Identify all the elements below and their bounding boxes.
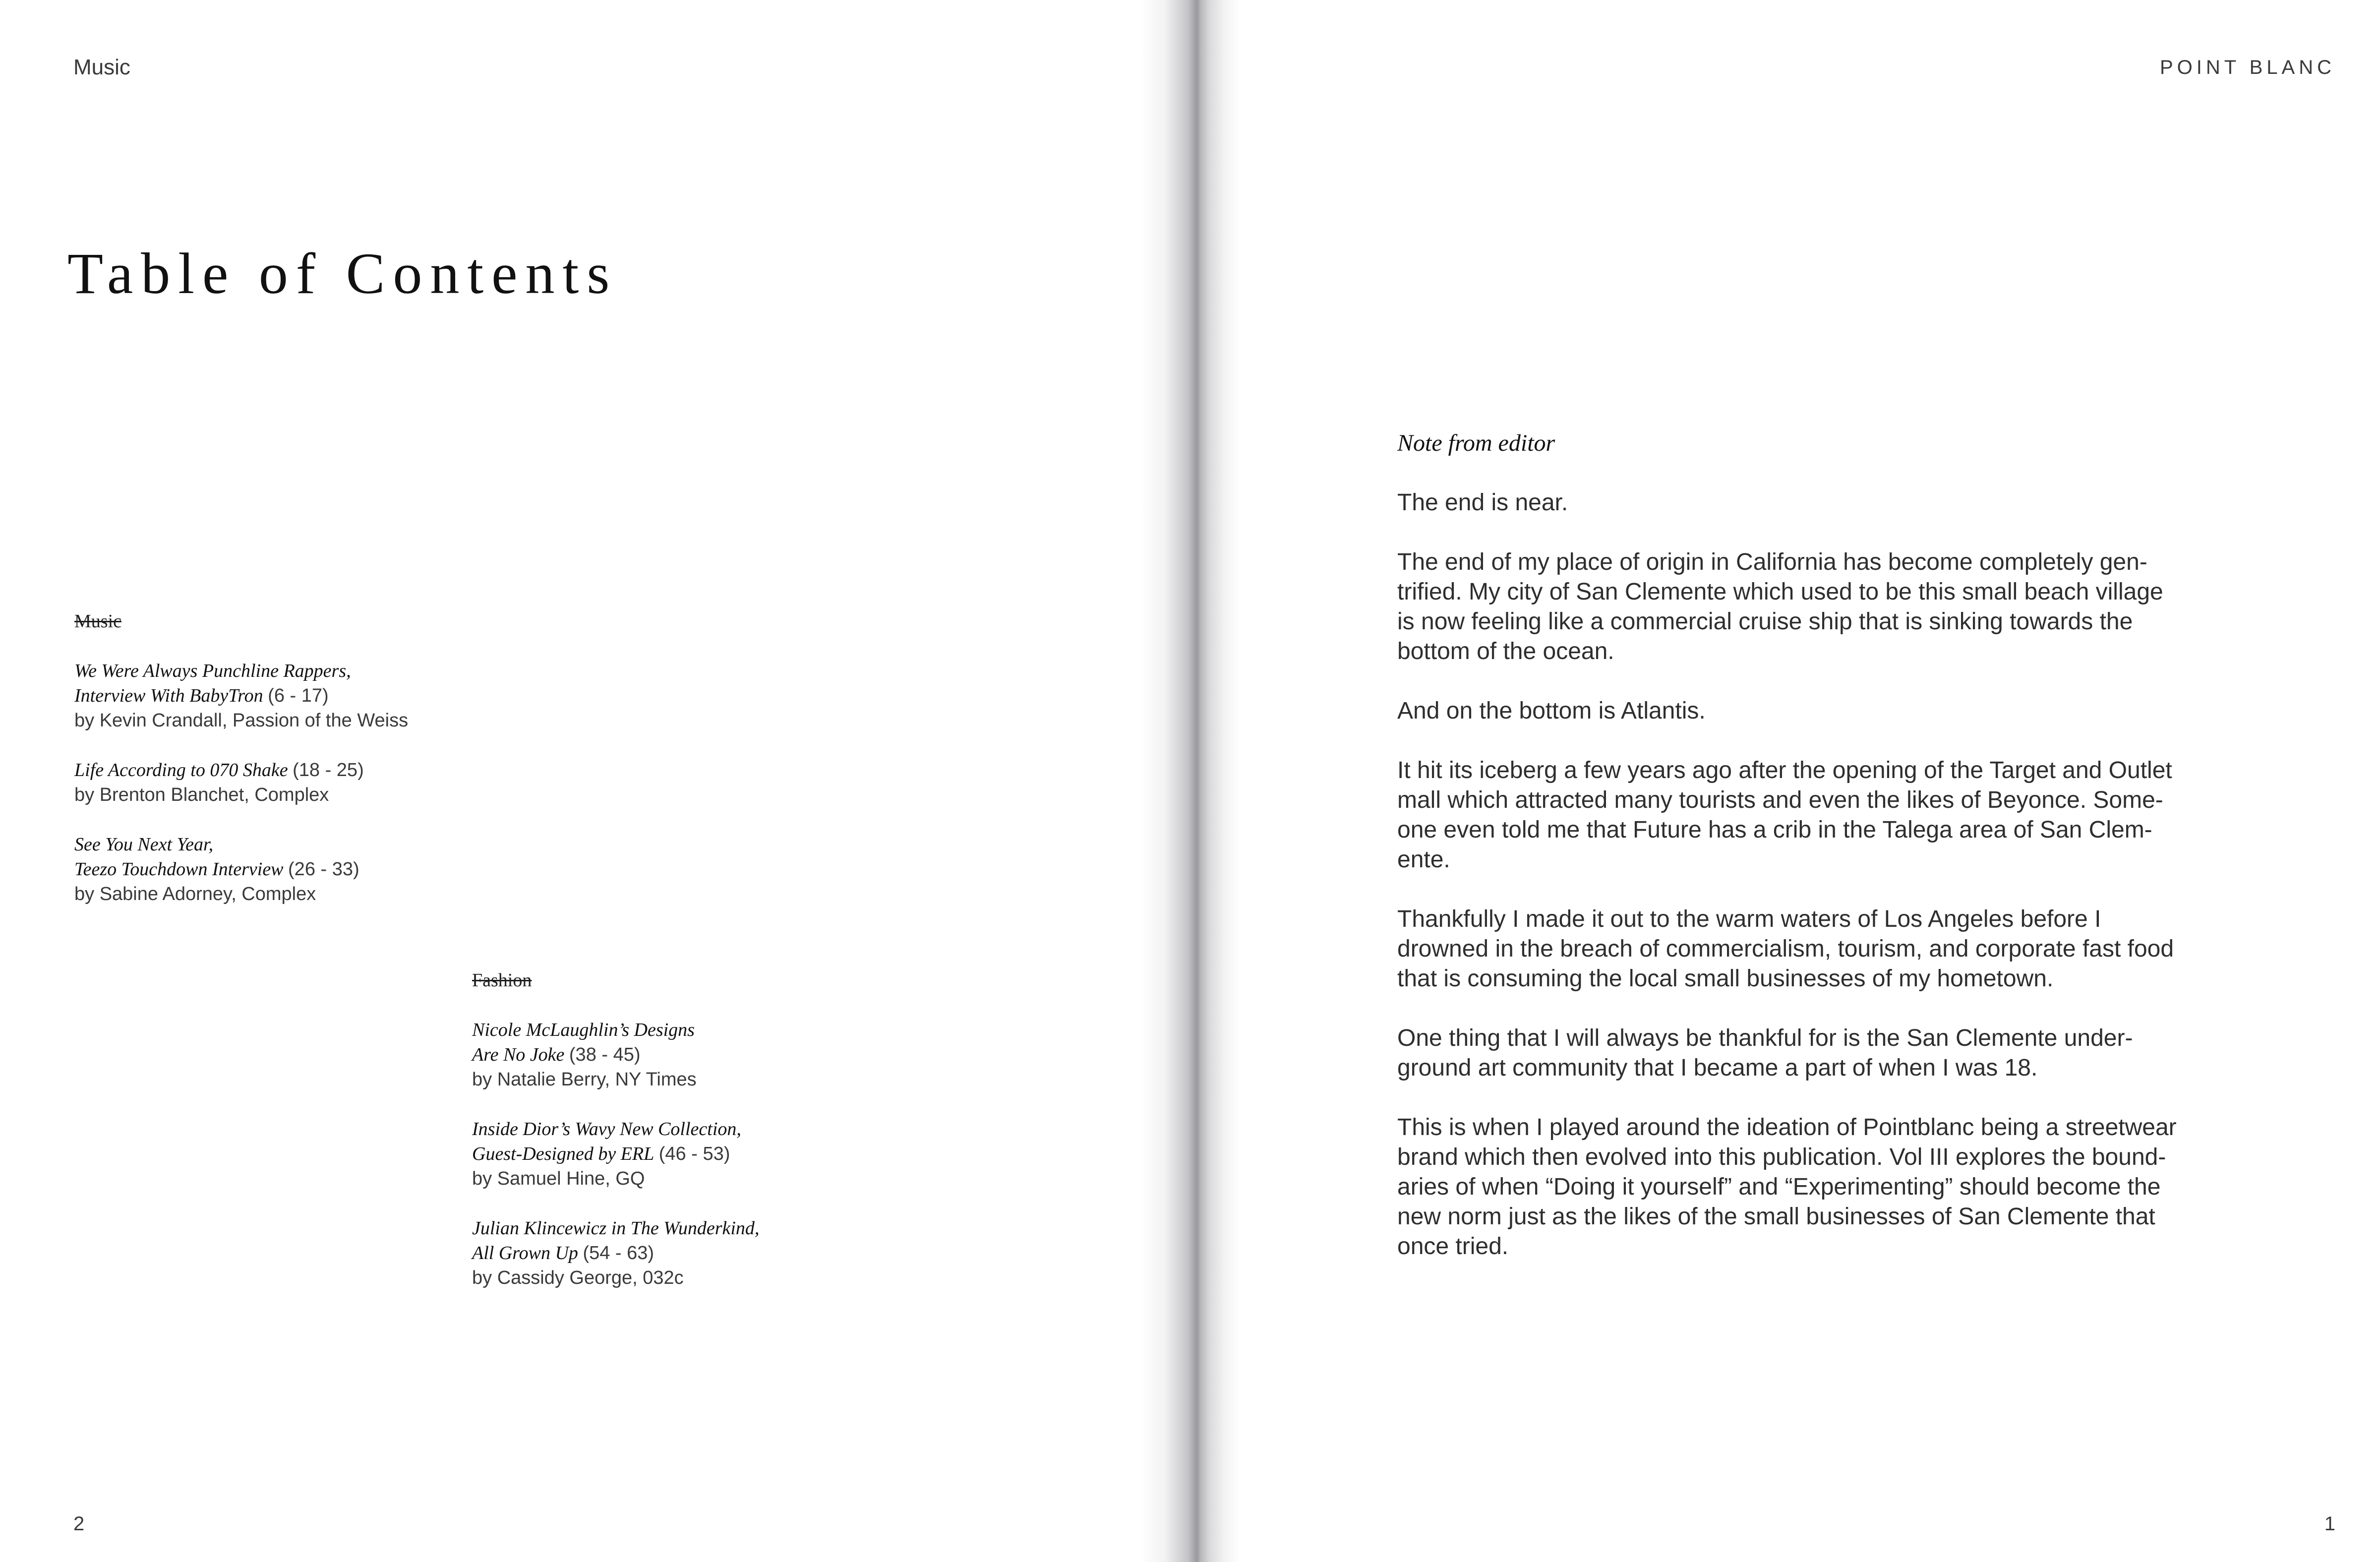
entry-title: Nicole McLaughlin’s Designs [472, 1020, 695, 1040]
entry-title-line [74, 832, 451, 857]
note-line: The end of my place of origin in California has become completely gen- [1397, 549, 2147, 575]
note-line: brand which then evolved into this publication. Vol III explores the bound- [1397, 1144, 2166, 1170]
book-gutter [1140, 0, 1240, 1562]
section-heading: Music [74, 611, 121, 632]
note-line: aries of when “Doing it yourself” and “Experimenting” should become the [1397, 1174, 2161, 1200]
page-number: 2 [73, 1513, 85, 1535]
note-line: mall which attracted many tourists and even the likes of Beyonce. Some- [1397, 787, 2163, 813]
note-line: And on the bottom is Atlantis. [1397, 698, 1706, 724]
entry-title: We Were Always Punchline Rappers, [74, 661, 351, 681]
left-page [0, 0, 1170, 1562]
toc-entry [472, 1117, 849, 1191]
entry-title-line [472, 1216, 849, 1241]
entry-title-line [472, 1117, 849, 1141]
entry-title: Teezo Touchdown Interview [74, 859, 284, 880]
entry-page-range: (18 - 25) [293, 760, 364, 781]
note-paragraph [1397, 1023, 2191, 1083]
entry-byline: by Brenton Blanchet, Complex [74, 784, 329, 805]
entry-title: Julian Klincewicz in The Wunderkind, [472, 1218, 760, 1239]
entry-title-line [74, 758, 451, 782]
section-heading: Fashion [472, 970, 532, 991]
note-line: ground art community that I became a part of when I was 18. [1397, 1055, 2038, 1081]
running-head-section: Music [73, 55, 130, 79]
note-line: once tried. [1397, 1233, 1509, 1260]
toc-section-music [74, 609, 451, 906]
note-body [1397, 488, 2191, 1262]
toc-entry [472, 1216, 849, 1290]
note-line: new norm just as the likes of the small businesses of San Clemente that [1397, 1203, 2155, 1230]
editor-note [1397, 428, 2191, 1262]
note-paragraph [1397, 547, 2191, 666]
page-title: Table of Contents [67, 241, 618, 306]
entry-title: Interview With BabyTron [74, 685, 263, 706]
note-line: is now feeling like a commercial cruise ship that is sinking towards the [1397, 608, 2133, 635]
toc-entry [74, 832, 451, 906]
note-line: This is when I played around the ideation of Pointblanc being a streetwear [1397, 1114, 2177, 1141]
entry-byline: by Sabine Adorney, Complex [74, 884, 316, 904]
running-head-publication: POINT BLANC [2160, 57, 2335, 78]
note-paragraph [1397, 696, 2191, 726]
entry-title: Inside Dior’s Wavy New Collection, [472, 1119, 741, 1140]
note-line: that is consuming the local small businesses of my hometown. [1397, 965, 2054, 992]
note-line: It hit its iceberg a few years ago after the opening of the Target and Outlet [1397, 757, 2172, 783]
entry-title: Guest-Designed by ERL [472, 1143, 654, 1164]
entry-byline: by Samuel Hine, GQ [472, 1168, 645, 1189]
note-line: One thing that I will always be thankful for is the San Clemente under- [1397, 1025, 2133, 1051]
note-line: trified. My city of San Clemente which used to be this small beach village [1397, 579, 2163, 605]
entry-title-line [472, 1018, 849, 1042]
entry-title-line [472, 1241, 849, 1265]
entry-byline: by Cassidy George, 032c [472, 1267, 684, 1288]
entry-title: Life According to 070 Shake [74, 760, 288, 781]
entry-title-line [74, 659, 451, 683]
entry-page-range: (38 - 45) [569, 1044, 641, 1065]
entry-title-line [74, 683, 451, 708]
note-line: The end is near. [1397, 489, 1568, 516]
note-paragraph [1397, 488, 2191, 518]
entry-page-range: (54 - 63) [583, 1243, 654, 1263]
toc-entry [74, 659, 451, 733]
entry-page-range: (6 - 17) [268, 685, 329, 706]
entry-byline: by Kevin Crandall, Passion of the Weiss [74, 710, 409, 731]
note-paragraph [1397, 1113, 2191, 1262]
entry-title: Are No Joke [472, 1044, 565, 1065]
entry-page-range: (46 - 53) [658, 1143, 730, 1164]
page-number: 1 [2324, 1513, 2335, 1535]
toc-entry [472, 1018, 849, 1092]
note-title: Note from editor [1397, 430, 1555, 456]
note-paragraph [1397, 904, 2191, 994]
note-line: one even told me that Future has a crib in the Talega area of San Clem- [1397, 817, 2152, 843]
entry-title: See You Next Year, [74, 834, 214, 855]
toc-section-fashion [472, 968, 849, 1290]
entry-page-range: (26 - 33) [288, 859, 359, 880]
entry-title-line [472, 1042, 849, 1067]
entry-byline: by Natalie Berry, NY Times [472, 1069, 697, 1090]
note-line: ente. [1397, 846, 1450, 873]
note-line: bottom of the ocean. [1397, 638, 1614, 664]
note-line: drowned in the breach of commercialism, tourism, and corporate fast food [1397, 936, 2174, 962]
note-paragraph [1397, 756, 2191, 875]
entry-title-line [472, 1141, 849, 1166]
note-line: Thankfully I made it out to the warm waters of Los Angeles before I [1397, 906, 2101, 932]
entry-title: All Grown Up [472, 1243, 578, 1263]
toc-entry [74, 758, 451, 807]
entry-title-line [74, 857, 451, 882]
